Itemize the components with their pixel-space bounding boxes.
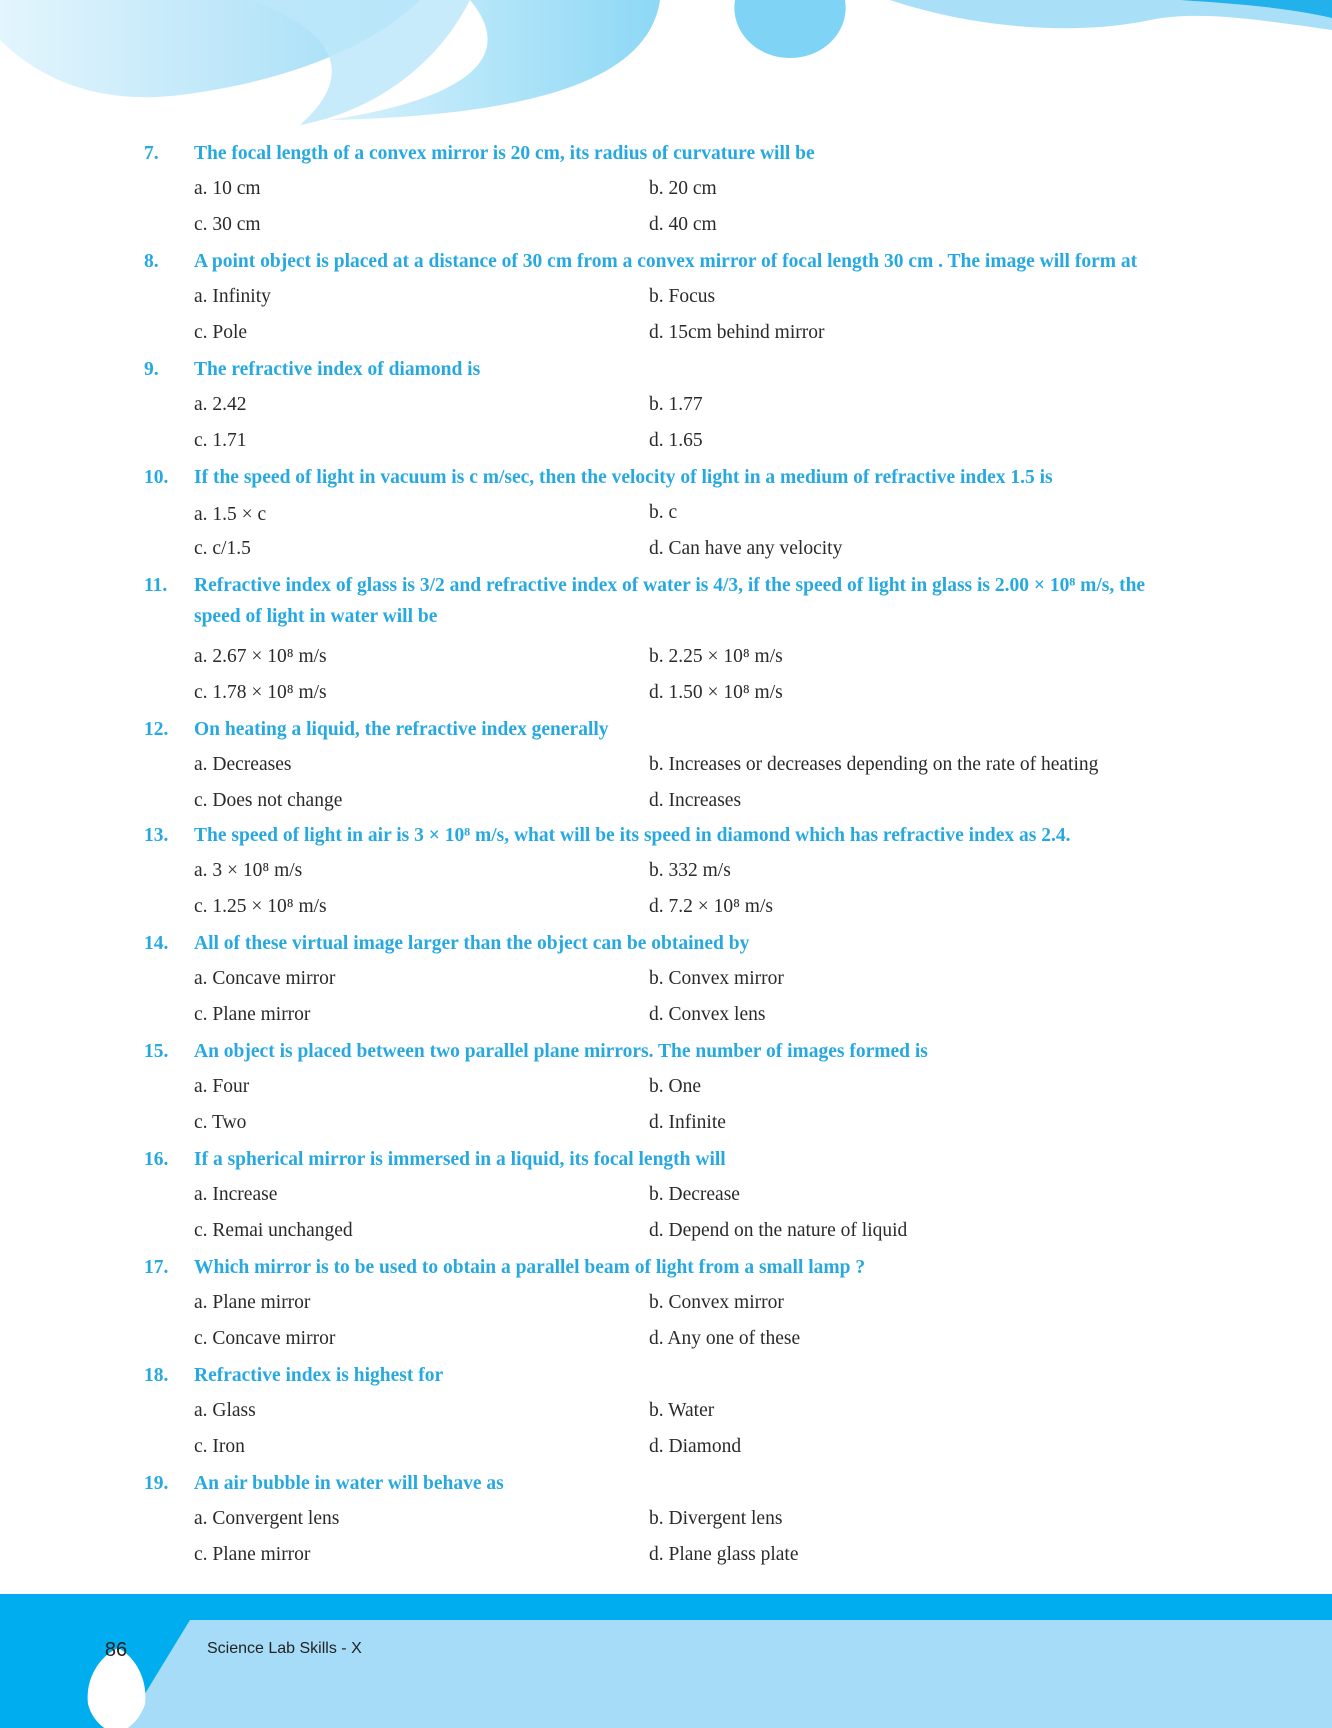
option-d: d. 1.50 × 10⁸ m/s [649,682,783,703]
question-19 [144,1468,1194,1499]
question-number: 10. [144,467,169,488]
option-d: d. Infinite [649,1112,726,1133]
option-c: c. Does not change [194,790,343,811]
question-text: All of these virtual image larger than the object can be obtained by [194,933,750,954]
option-c: c. c/1.5 [194,538,251,559]
option-d: d. 40 cm [649,214,717,235]
option-b: b. Increases or decreases depending on the rate of heating [649,754,1099,775]
option-b: b. Divergent lens [649,1508,783,1529]
option-c: c. Plane mirror [194,1004,311,1025]
option-a: a. 10 cm [194,178,261,199]
option-b: b. One [649,1076,701,1097]
question-text: Refractive index of glass is 3/2 and refractive index of water is 4/3, if the speed of light in glass is 2.00 × 10⁸ m/s, the speed of light in water will be [194,575,1146,627]
option-d: d. Can have any velocity [649,538,843,559]
option-d: d. Depend on the nature of liquid [649,1220,908,1241]
option-c: c. Iron [194,1436,245,1457]
option-d: d. 15cm behind mirror [649,322,825,343]
question-12 [144,714,1194,745]
header-wave-decoration [0,0,1332,150]
option-a: a. 2.67 × 10⁸ m/s [194,646,327,667]
option-c: c. Plane mirror [194,1544,311,1565]
page-number: 86 [104,1639,128,1661]
option-c: c. 30 cm [194,214,261,235]
option-a: a. Infinity [194,286,271,307]
question-number: 17. [144,1257,169,1278]
question-number: 12. [144,719,169,740]
question-17 [144,1252,1194,1283]
option-b: b. 20 cm [649,178,717,199]
question-text: On heating a liquid, the refractive index generally [194,719,609,740]
question-number: 14. [144,933,169,954]
question-number: 7. [144,143,159,164]
option-b: b. Water [649,1400,715,1421]
option-d: d. 7.2 × 10⁸ m/s [649,896,773,917]
question-9 [144,354,1194,385]
option-a: a. Glass [194,1400,256,1421]
question-11 [144,570,1194,632]
option-b: b. Focus [649,286,716,307]
footer-band [0,1594,1332,1728]
option-c: c. 1.78 × 10⁸ m/s [194,682,327,703]
option-b: b. c [649,502,678,523]
question-15 [144,1036,1194,1067]
question-text: The focal length of a convex mirror is 20 cm, its radius of curvature will be [194,143,815,164]
question-16 [144,1144,1194,1175]
option-c: c. Two [194,1112,247,1133]
question-number: 18. [144,1365,169,1386]
option-d: d. Diamond [649,1436,742,1457]
question-text: If a spherical mirror is immersed in a liquid, its focal length will [194,1149,726,1170]
question-7 [144,138,1194,169]
option-c: c. Remai unchanged [194,1220,353,1241]
question-text: Refractive index is highest for [194,1365,444,1386]
question-13 [144,820,1194,851]
question-number: 9. [144,359,159,380]
option-a: a. 2.42 [194,394,247,415]
option-b: b. 1.77 [649,394,703,415]
option-c: c. Pole [194,322,248,343]
option-c: c. 1.25 × 10⁸ m/s [194,896,327,917]
question-number: 19. [144,1473,169,1494]
option-a: a. Decreases [194,754,292,775]
option-b: b. 332 m/s [649,860,731,881]
question-10 [144,462,1194,493]
option-b: b. Convex mirror [649,1292,784,1313]
option-a: a. Convergent lens [194,1508,340,1529]
question-number: 13. [144,825,169,846]
option-b: b. Decrease [649,1184,740,1205]
option-a: a. Four [194,1076,250,1097]
option-a: a. Concave mirror [194,968,336,989]
question-number: 16. [144,1149,169,1170]
question-8 [144,246,1194,277]
option-d: d. 1.65 [649,430,703,451]
option-a: a. Increase [194,1184,278,1205]
question-18 [144,1360,1194,1391]
question-text: An object is placed between two parallel plane mirrors. The number of images formed is [194,1041,928,1062]
option-d: d. Plane glass plate [649,1544,799,1565]
question-text: Which mirror is to be used to obtain a parallel beam of light from a small lamp ? [194,1257,866,1278]
question-14 [144,928,1194,959]
question-number: 11. [144,575,168,596]
book-title: Science Lab Skills - X [207,1640,362,1657]
option-a: a. Plane mirror [194,1292,311,1313]
question-text: If the speed of light in vacuum is c m/sec, then the velocity of light in a medium of refractive index 1.5 is [194,467,1053,488]
question-number: 15. [144,1041,169,1062]
question-number: 8. [144,251,159,272]
option-d: d. Increases [649,790,742,811]
option-a: a. 3 × 10⁸ m/s [194,860,303,881]
option-b: b. 2.25 × 10⁸ m/s [649,646,783,667]
question-text: An air bubble in water will behave as [194,1473,504,1494]
option-c: c. Concave mirror [194,1328,336,1349]
option-c: c. 1.71 [194,430,247,451]
option-a: a. 1.5 × c [194,504,267,525]
question-text: The refractive index of diamond is [194,359,481,380]
question-text: A point object is placed at a distance of 30 cm from a convex mirror of focal length 30 cm . The image will form at [194,251,1138,272]
option-d: d. Convex lens [649,1004,766,1025]
option-b: b. Convex mirror [649,968,784,989]
question-text: The speed of light in air is 3 × 10⁸ m/s, what will be its speed in diamond which has refractive index as 2.4. [194,825,1071,846]
option-d: d. Any one of these [649,1328,801,1349]
